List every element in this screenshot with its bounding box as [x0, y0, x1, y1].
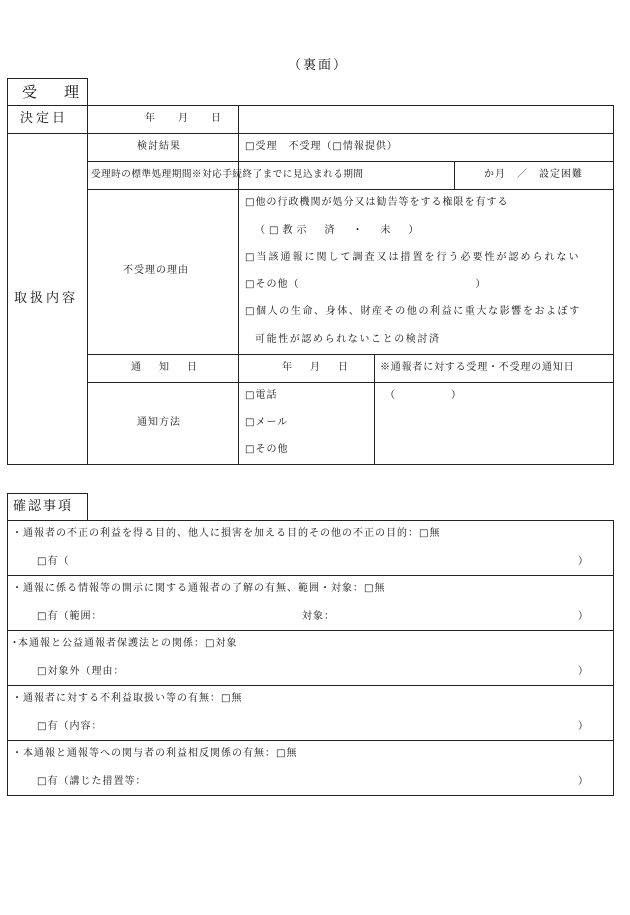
notice-method-other: □その他	[245, 444, 289, 455]
confirm-title: 確認事項	[13, 499, 74, 514]
kento-value: □受理 不受理（□情報提供）	[245, 141, 398, 152]
reject-reason-4-sub: 可能性が認められないことの検討済	[255, 334, 441, 345]
reject-reason-3: □その他（ ）	[245, 279, 487, 290]
notice-date-label: 通 知 日	[131, 362, 201, 373]
standard-period-value: か月 ／ 設定困難	[484, 169, 583, 180]
confirm-item-1-question: ・通報者の不正の利益を得る目的、他人に損害を加える目的その他の不正の目的：□無	[12, 528, 441, 539]
notice-method-paren: （ ）	[385, 390, 462, 401]
confirm-item-5-close: ）	[578, 776, 589, 787]
reject-reason-label: 不受理の理由	[123, 265, 189, 276]
notice-method-mail: □メール	[245, 417, 289, 428]
uketsuke-label: 受 理	[22, 83, 86, 101]
confirm-item-3-question: ･本通報と公益通報者保護法との関係：□対象	[12, 638, 238, 649]
confirm-item-2-target: 対象：	[302, 611, 335, 622]
kettei-date: 年 月 日	[145, 113, 222, 124]
confirm-item-2-answer: □有（範囲：	[37, 611, 103, 622]
confirm-item-4-question: ・通報者に対する不利益取扱い等の有無：□無	[12, 693, 243, 704]
page-title: （裏面）	[288, 58, 349, 73]
reject-reason-2: □当該通報に関して調査又は措置を行う必要性が認められない	[245, 252, 581, 263]
reject-reason-4: □個人の生命、身体、財産その他の利益に重大な影響をおよぼす	[245, 306, 581, 317]
notice-date-value: 年 月 日	[282, 362, 352, 373]
notice-note: ※通報者に対する受理・不受理の通知日	[380, 362, 575, 373]
standard-period-label: 受理時の標準処理期間※対応手続終了までに見込まれる期間	[91, 169, 364, 180]
confirm-item-2-question: ・通報に係る情報等の開示に関する通報者の了解の有無、範囲・対象：□無	[12, 583, 386, 594]
kettei-label: 決定日	[20, 111, 69, 126]
toriatsukai-label: 取扱内容	[14, 291, 79, 306]
notice-method-label: 通知方法	[137, 417, 181, 428]
confirm-item-1-answer: □有（	[37, 556, 70, 567]
confirm-item-5-question: ・本通報と通報等への関与者の利益相反関係の有無：□無	[12, 748, 298, 759]
confirm-item-5-answer: □有（講じた措置等：	[37, 776, 147, 787]
kento-label: 検討結果	[137, 141, 181, 152]
reject-reason-1-sub: （□教示 済 ・ 未 ）	[255, 225, 423, 236]
confirm-item-4-answer: □有（内容：	[37, 721, 103, 732]
confirm-item-3-answer: □対象外（理由：	[37, 666, 125, 677]
notice-method-phone: □電話	[245, 390, 278, 401]
reject-reason-1: □他の行政機関が処分又は勧告等をする権限を有する	[245, 197, 509, 208]
confirm-item-4-close: ）	[578, 721, 589, 732]
confirm-item-2-close: ）	[578, 611, 589, 622]
confirm-item-1-close: ）	[578, 556, 589, 567]
confirm-item-3-close: ）	[578, 666, 589, 677]
